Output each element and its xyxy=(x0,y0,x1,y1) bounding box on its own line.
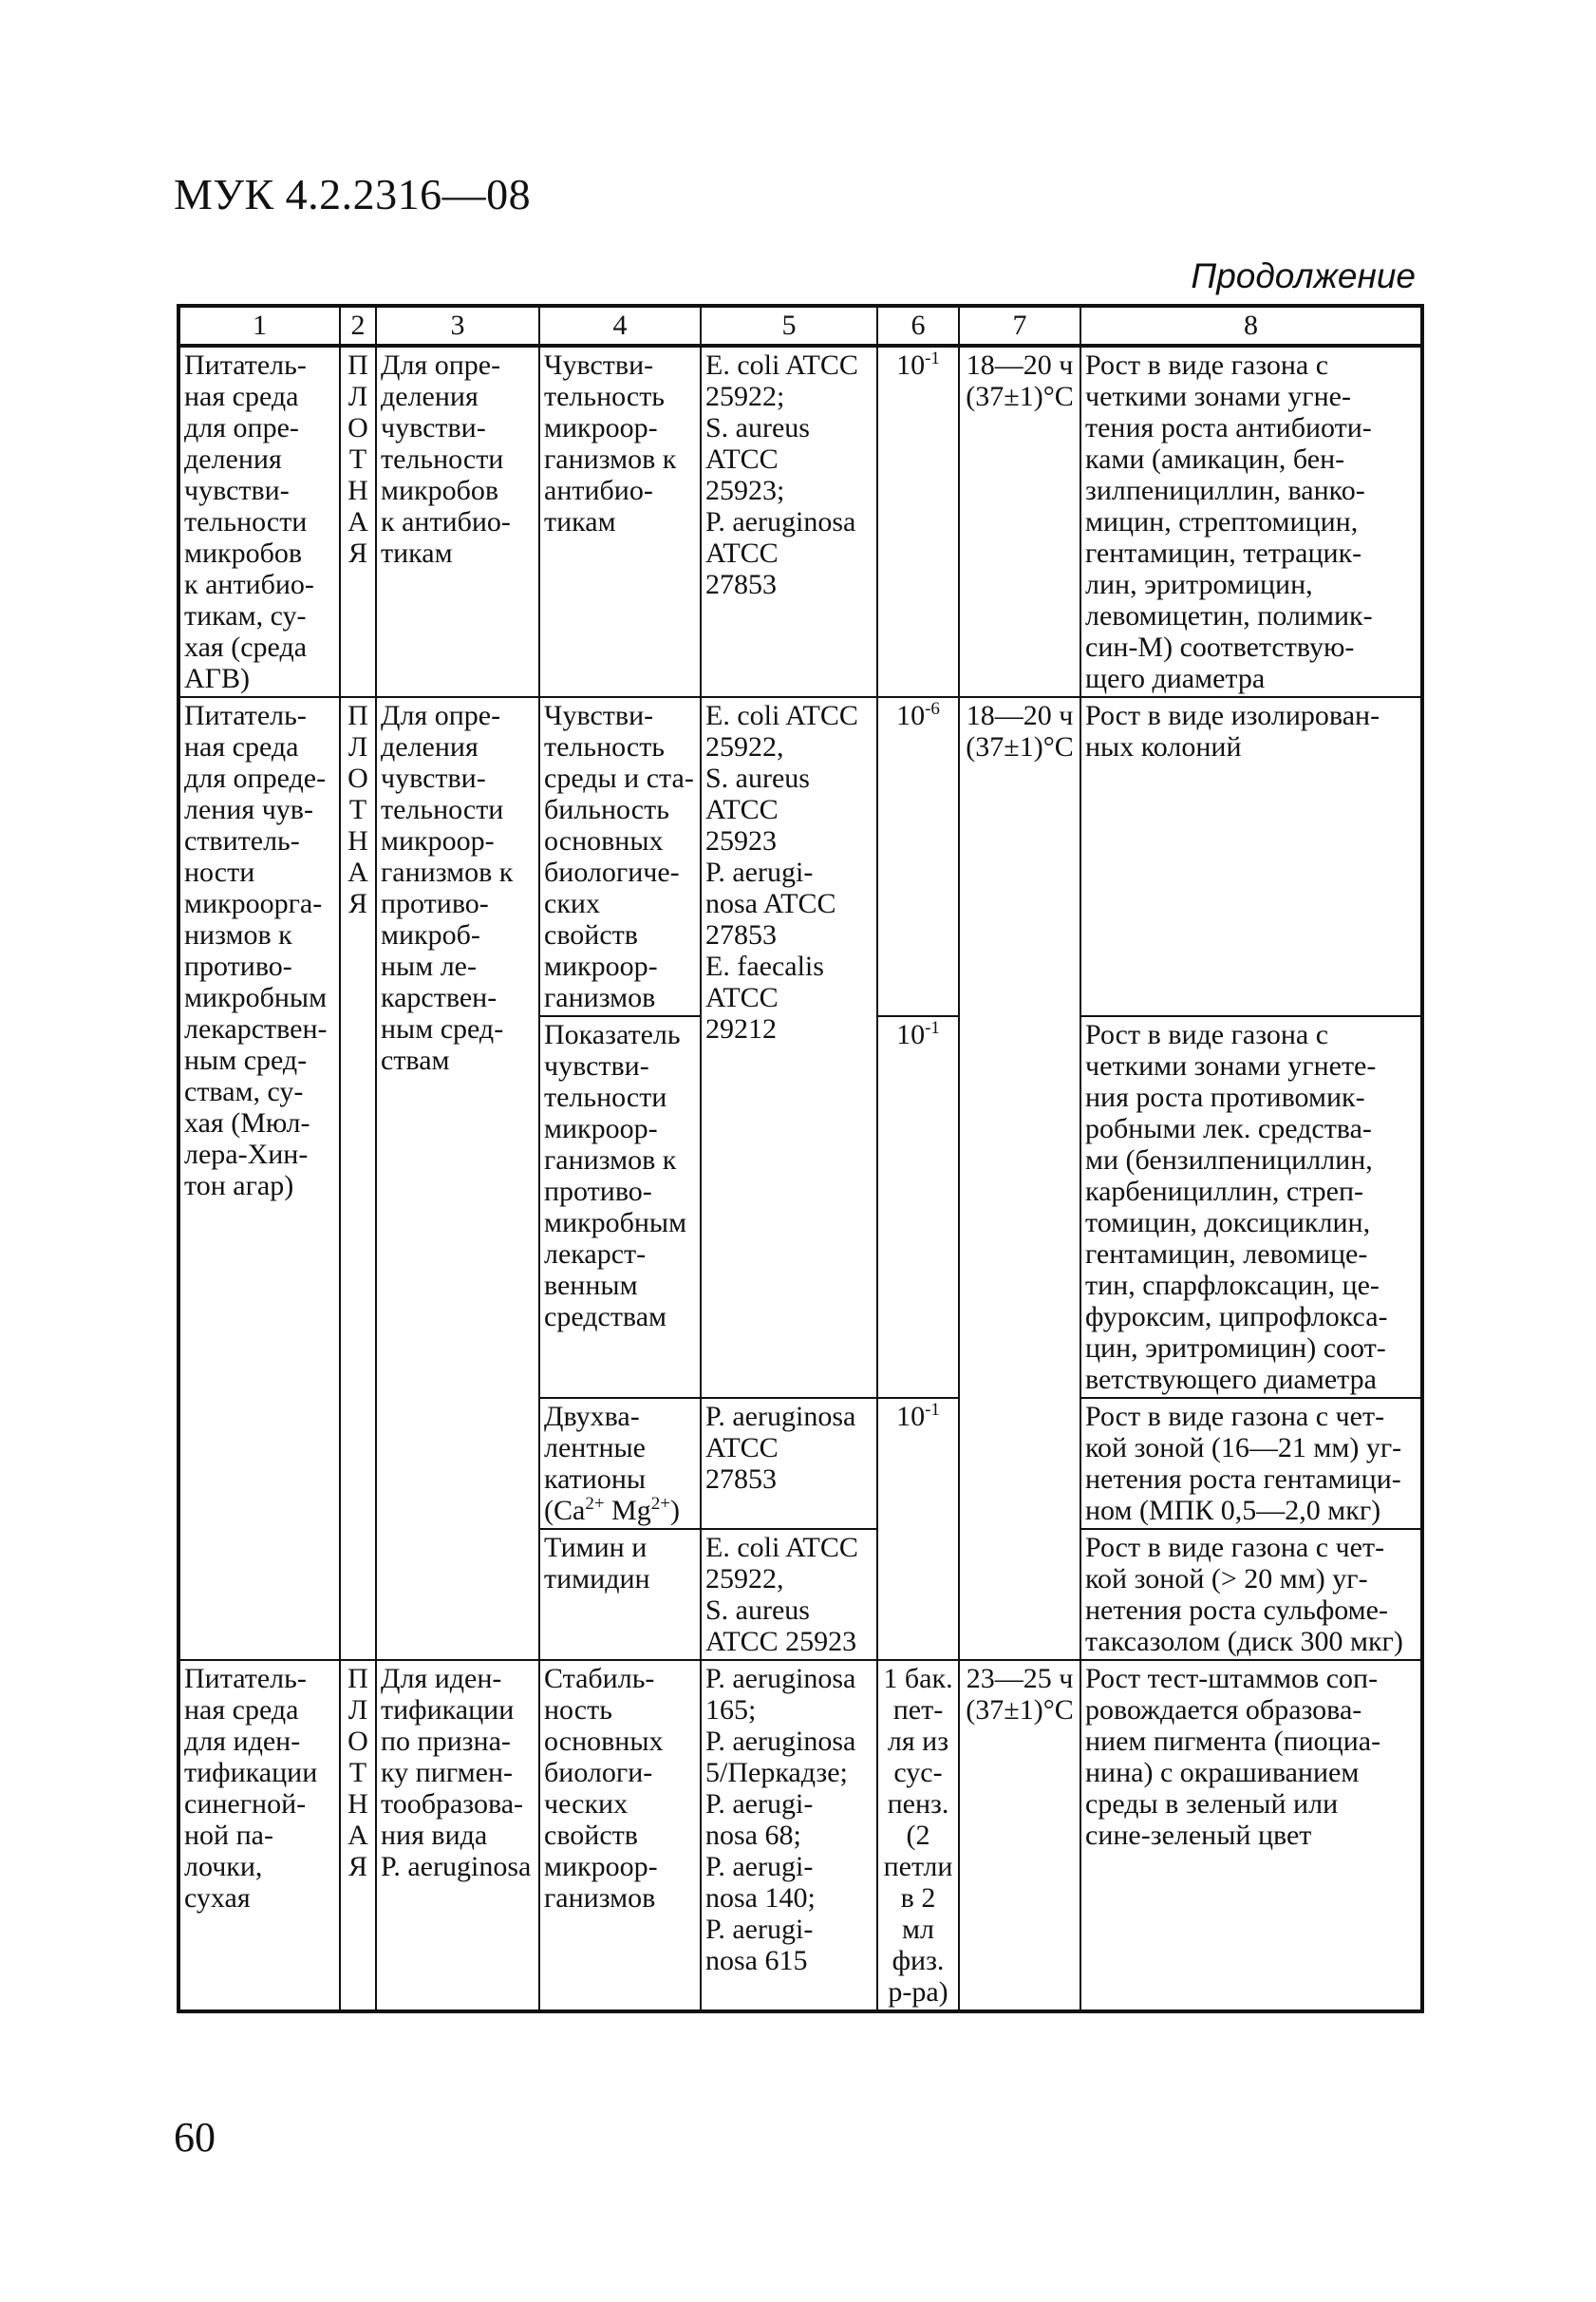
table-row xyxy=(178,697,1422,1016)
cations-label: Двухва- лентные катионы (Ca xyxy=(544,1401,647,1526)
col-number: 6 xyxy=(877,306,959,346)
cations-label: ) xyxy=(669,1495,680,1526)
dilution-exponent: -1 xyxy=(925,1018,940,1038)
col-number: 2 xyxy=(340,306,376,346)
dilution xyxy=(877,1398,959,1660)
medium-name: Питатель- ная среда для иден- тификации синегной- ной па- лочки, сухая xyxy=(178,1660,340,2011)
growth-result: Рост в виде газона с чет- кой зоной (> 20 мм) уг- нетения роста сульфоме- таксазолом (диск 300 мкг) xyxy=(1080,1529,1422,1660)
test-indicator xyxy=(539,1398,701,1529)
document-code: МУК 4.2.2316—08 xyxy=(174,170,532,218)
growth-result: Рост в виде газона с четкими зонами угне- тения роста антибиоти- ками (амикацин, бен- зилпенициллин, ванко- мицин, стрептомицин, гентамицин, тетрацик- лин, эритромицин, левомицетин, полимик- син-М) соответствую- щего диаметра xyxy=(1080,346,1422,697)
growth-result: Рост в виде изолирован- ных колоний xyxy=(1080,697,1422,1016)
dilution-exponent: -1 xyxy=(925,349,940,368)
dilution-base: 10 xyxy=(896,349,926,381)
superscript: 2+ xyxy=(650,1494,670,1514)
col-number: 7 xyxy=(959,306,1080,346)
col-number: 8 xyxy=(1080,306,1422,346)
dilution: 1 бак. пет- ля из сус- пенз. (2 петли в 2 мл физ. р-ра) xyxy=(877,1660,959,2011)
col-number: 4 xyxy=(539,306,701,346)
dilution-base: 10 xyxy=(896,1019,926,1050)
media-table xyxy=(177,304,1424,2013)
dilution-exponent: -6 xyxy=(925,699,940,719)
medium-name: Питатель- ная среда для опре- деления чувстви- тельности микробов к антибио- тикам, су- хая (среда АГВ) xyxy=(178,346,340,697)
purpose: Для иден- тификации по призна- ку пигмен- тообразова- ния вида P. aeruginosa xyxy=(376,1660,539,2011)
dilution-exponent: -1 xyxy=(925,1400,940,1420)
test-strains: E. coli ATCC 25922, S. aureus ATCC 25923 P. aerugi- nosa ATCC 27853 E. faecalis ATCC 29212 xyxy=(701,697,877,1398)
dilution xyxy=(877,697,959,1016)
col-number: 1 xyxy=(178,306,340,346)
dilution-base: 10 xyxy=(896,1401,926,1432)
col-number: 5 xyxy=(701,306,877,346)
form-vertical: П Л О Т Н А Я xyxy=(340,346,376,697)
test-strains: E. coli ATCC 25922, S. aureus ATCC 25923 xyxy=(701,1529,877,1660)
form-vertical: П Л О Т Н А Я xyxy=(340,697,376,1660)
superscript: 2+ xyxy=(585,1494,605,1514)
test-indicator: Стабиль- ность основных биологи- ческих свойств микроор- ганизмов xyxy=(539,1660,701,2011)
incubation: 18—20 ч (37±1)°C xyxy=(959,697,1080,1660)
dilution xyxy=(877,346,959,697)
dilution-base: 10 xyxy=(896,700,926,731)
form-vertical: П Л О Т Н А Я xyxy=(340,1660,376,2011)
growth-result: Рост в виде газона с чет- кой зоной (16—21 мм) уг- нетения роста гентамици- ном (МПК 0,5—2,0 мкг) xyxy=(1080,1398,1422,1529)
column-number-row xyxy=(178,306,1422,346)
purpose: Для опре- деления чувстви- тельности микробов к антибио- тикам xyxy=(376,346,539,697)
cations-label: Mg xyxy=(604,1495,651,1526)
incubation: 18—20 ч (37±1)°C xyxy=(959,346,1080,697)
test-indicator: Чувстви- тельность среды и ста- бильность основных биологиче- ских свойств микроор- ганизмов xyxy=(539,697,701,1016)
purpose: Для опре- деления чувстви- тельности микроор- ганизмов к противо- микроб- ным ле- карствен- ным сред- ствам xyxy=(376,697,539,1660)
growth-result: Рост тест-штаммов соп- ровождается образова- нием пигмента (пиоциа- нина) с окрашиванием среды в зеленый или сине-зеленый цвет xyxy=(1080,1660,1422,2011)
growth-result: Рост в виде газона с четкими зонами угнете- ния роста противомик- робными лек. средства- ми (бензилпенициллин, карбенициллин, стреп- томицин, доксициклин, гентамицин, левомице- тин, спарфлоксацин, це- фуроксим, ципрофлокса- цин, эритромицин) соот- ветствующего диаметра xyxy=(1080,1016,1422,1398)
test-indicator: Чувстви- тельность микроор- ганизмов к антибио- тикам xyxy=(539,346,701,697)
test-strains: P. aeruginosa 165; P. aeruginosa 5/Перкадзе; P. aerugi- nosa 68; P. aerugi- nosa 140; P. aerugi- nosa 615 xyxy=(701,1660,877,2011)
test-strains: E. coli ATCC 25922; S. aureus ATCC 25923; P. aeruginosa ATCC 27853 xyxy=(701,346,877,697)
medium-name: Питатель- ная среда для опреде- ления чув- ствитель- ности микроорга- низмов к противо- микробным лекарствен- ным сред- ствам, су- хая (Мюл- лера-Хин- тон агар) xyxy=(178,697,340,1660)
dilution xyxy=(877,1016,959,1398)
page-number: 60 xyxy=(174,2114,216,2160)
col-number: 3 xyxy=(376,306,539,346)
test-strains: P. aeruginosa ATCC 27853 xyxy=(701,1398,877,1529)
table-row xyxy=(178,346,1422,697)
continuation-label: Продолжение xyxy=(1191,256,1416,295)
test-indicator: Тимин и тимидин xyxy=(539,1529,701,1660)
test-indicator: Показатель чувстви- тельности микроор- ганизмов к противо- микробным лекарст- венным средствам xyxy=(539,1016,701,1398)
incubation: 23—25 ч (37±1)°C xyxy=(959,1660,1080,2011)
table-row xyxy=(178,1660,1422,2011)
